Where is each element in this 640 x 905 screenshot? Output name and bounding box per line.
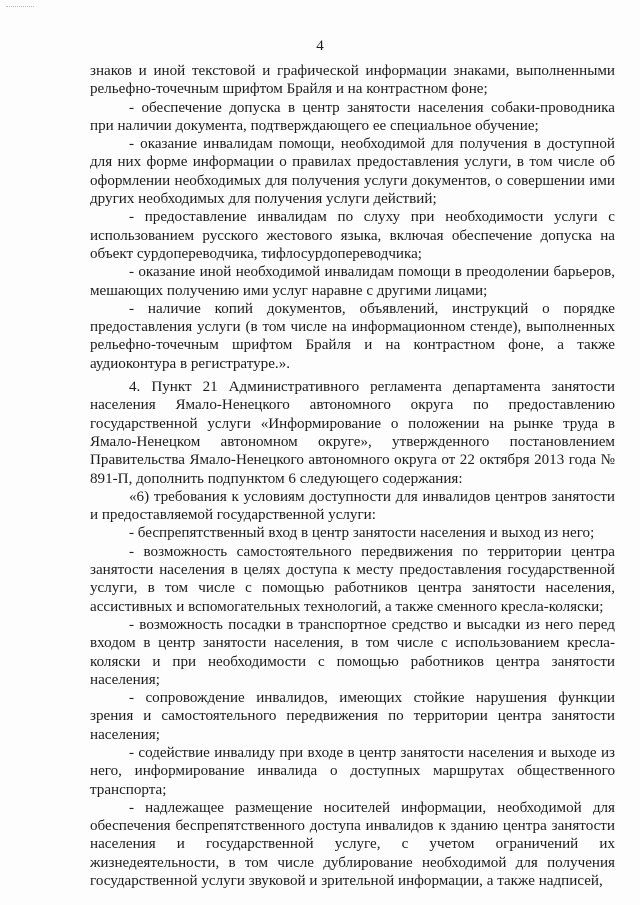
paragraph-point-4: 4. Пункт 21 Административного регламента департамента занятости населения Ямало-Ненецкого автономного округа по предоставлению государственной услуги «Информирование о положении на рынке труда в Ямало-Ненецком автономном округе», утвержденного постановлением Правительства Ямало-Ненецкого автономного округа от 22 октября 2013 года № 891-П, дополнить подпунктом 6 следующего содержания: <box>90 379 615 487</box>
paragraph-escort: - сопровождение инвалидов, имеющих стойкие нарушения функции зрения и самостоятельного передвижения по территории центра занятости населения; <box>90 690 615 743</box>
paragraph-information-assistance: - оказание инвалидам помощи, необходимой для получения в доступной для них форме информации о правилах предоставления услуги, в том числе об оформлении необходимых для получения услуги документов, о совершении ими других необходимых для получения услуги действий; <box>90 136 615 208</box>
paragraph-entry-assistance: - содействие инвалиду при входе в центр занятости населения и выходе из него, информирование инвалида о доступных маршрутах общественного транспорта; <box>90 744 615 798</box>
paragraph-sign-language: - предоставление инвалидам по слуху при необходимости услуги с использованием русского жестового языка, включая обеспечение допуска на объект сурдопереводчика, тифлосурдопереводчика; <box>90 209 615 262</box>
document-body <box>90 62 615 890</box>
paragraph-vehicle-boarding: - возможность посадки в транспортное средство и высадки из него перед входом в центр занятости населения, в том числе с использованием кресла-коляски и при необходимости с помощью работников центра занятости населения; <box>90 616 615 688</box>
page-number: 4 <box>316 38 324 54</box>
paragraph-independent-movement: - возможность самостоятельного передвижения по территории центра занятости населения в целях доступа к месту предоставления государственной услуги, в том числе с помощью работников центра занятости населения, ассистивных и вспомогательных технологий, а также сменного кресла-коляски; <box>90 543 615 615</box>
paragraph-braille-copies: - наличие копий документов, объявлений, инструкций о порядке предоставления услуги (в том числе на информационном стенде), выполненных рельефно-точечным шрифтом Брайля и на контрастном фоне, а также аудиоконтура в регистратуре.». <box>90 300 615 372</box>
paragraph-information-placement: - надлежащее размещение носителей информации, необходимой для обеспечения беспрепятственного доступа инвалидов к зданию центра занятости населения и государственной услуге, с учетом ограничений их жизнедеятельности, в том числе дублирование необходимой для получения государственной услуги звуковой и зрительной информации, а также надписей, <box>90 799 615 890</box>
paragraph-guide-dog-admission: - обеспечение допуска в центр занятости населения собаки-проводника при наличии документа, подтверждающего ее специальное обучение; <box>90 99 615 134</box>
paragraph-subpoint-6: «6) требования к условиям доступности для инвалидов центров занятости и предоставляемой государственной услуги: <box>90 488 615 524</box>
paragraph-free-entry: - беспрепятственный вход в центр занятости населения и выход из него; <box>129 525 595 542</box>
paragraph-barrier-assistance: - оказание иной необходимой инвалидам помощи в преодолении барьеров, мешающих получению ими услуг наравне с другими лицами; <box>90 264 615 299</box>
paragraph-continuation: знаков и иной текстовой и графической информации знаками, выполненными рельефно-точечным шрифтом Брайля и на контрастном фоне; <box>90 63 615 98</box>
scan-corner-mark <box>6 6 34 15</box>
